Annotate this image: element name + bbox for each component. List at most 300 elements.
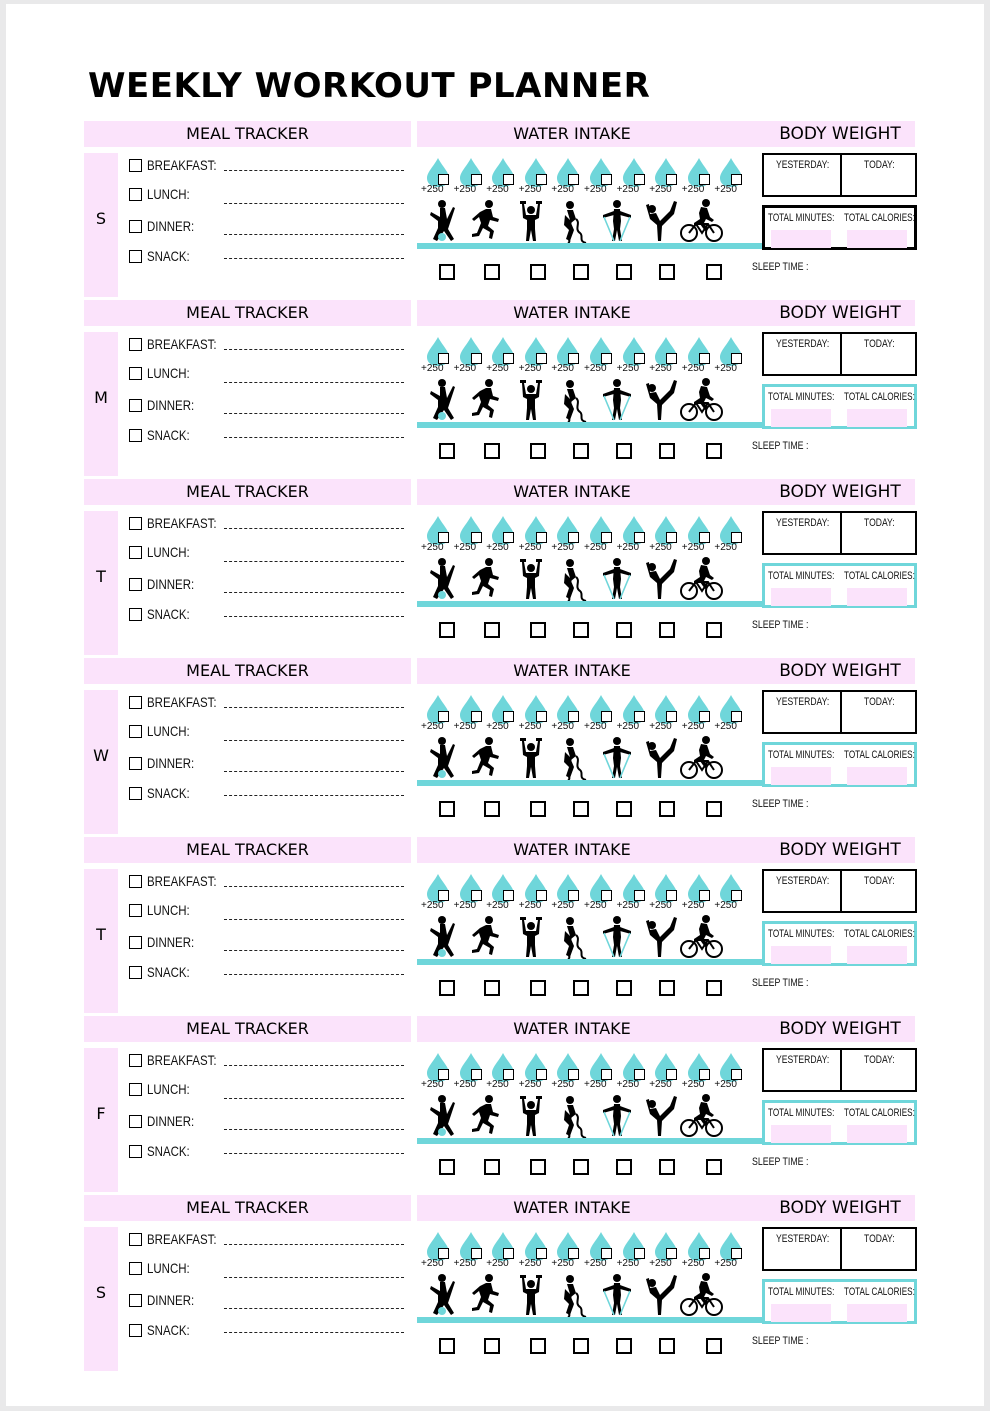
lunch-label: LUNCH: — [147, 365, 190, 381]
water-amount-label: +250 — [486, 1258, 509, 1269]
breakfast-row — [129, 694, 404, 716]
dinner-label: DINNER: — [147, 1113, 195, 1129]
totals-box — [762, 1279, 917, 1324]
breakfast-entry-line[interactable] — [224, 886, 404, 887]
snack-entry-line[interactable] — [224, 616, 404, 617]
water-drop[interactable] — [421, 873, 452, 913]
cycling-icon — [680, 736, 724, 785]
total-minutes-field[interactable] — [771, 230, 831, 248]
water-drop[interactable] — [649, 515, 680, 555]
total-minutes-label: TOTAL MINUTES: — [768, 928, 835, 940]
exercise-checkbox-cycling[interactable] — [706, 1159, 722, 1175]
water-drop[interactable] — [518, 336, 550, 376]
water-drop[interactable] — [551, 694, 582, 734]
water-drop[interactable] — [421, 515, 452, 555]
breakfast-entry-line[interactable] — [224, 1065, 404, 1066]
snack-checkbox[interactable] — [129, 787, 142, 800]
water-drop[interactable] — [518, 157, 550, 197]
water-drop[interactable] — [486, 1231, 517, 1271]
water-drop[interactable] — [681, 1231, 713, 1271]
snack-label: SNACK: — [147, 248, 190, 264]
exercise-checkbox-battle-ropes[interactable] — [573, 801, 589, 817]
water-drop[interactable] — [551, 1052, 582, 1092]
total-minutes-label: TOTAL MINUTES: — [768, 570, 835, 582]
total-calories-field[interactable] — [847, 230, 907, 248]
exercise-checkbox-battle-ropes[interactable] — [573, 622, 589, 638]
running-icon — [468, 1273, 502, 1322]
water-drop[interactable] — [714, 515, 745, 555]
exercise-checkbox-yoga-dancer-pose[interactable] — [659, 801, 675, 817]
water-amount-label: +250 — [551, 542, 574, 553]
lunch-row — [129, 365, 404, 387]
lunch-label: LUNCH: — [147, 186, 190, 202]
exercise-checkbox-yoga-dancer-pose[interactable] — [659, 1159, 675, 1175]
exercise-checkbox-yoga-dancer-pose[interactable] — [659, 1338, 675, 1354]
water-drop[interactable] — [421, 336, 452, 376]
snack-entry-line[interactable] — [224, 437, 404, 438]
water-drop[interactable] — [714, 157, 745, 197]
exercise-checkbox-kettlebell-squat[interactable] — [439, 443, 455, 459]
water-drop[interactable] — [518, 1052, 550, 1092]
water-drop[interactable] — [616, 336, 648, 376]
breakfast-checkbox[interactable] — [129, 1233, 142, 1246]
exercise-checkbox-resistance-band[interactable] — [616, 801, 632, 817]
water-drop[interactable] — [584, 1052, 615, 1092]
battle-ropes-icon — [556, 199, 590, 248]
breakfast-row — [129, 873, 404, 895]
snack-label: SNACK: — [147, 964, 190, 980]
dinner-checkbox[interactable] — [129, 1294, 142, 1307]
water-drop[interactable] — [584, 694, 615, 734]
snack-checkbox[interactable] — [129, 429, 142, 442]
water-amount-label: +250 — [714, 184, 737, 195]
exercise-checkbox-resistance-band[interactable] — [616, 1338, 632, 1354]
snack-entry-line[interactable] — [224, 974, 404, 975]
water-drop[interactable] — [649, 1052, 680, 1092]
water-drop[interactable] — [486, 515, 517, 555]
day-letter: T — [96, 925, 106, 944]
water-drop[interactable] — [584, 515, 615, 555]
weight-divider — [840, 1229, 842, 1269]
exercise-checkbox-resistance-band[interactable] — [616, 1159, 632, 1175]
exercise-checkbox-cycling[interactable] — [706, 801, 722, 817]
water-intake-header: WATER INTAKE — [513, 303, 631, 322]
exercise-checkbox-dumbbell-press[interactable] — [530, 1159, 546, 1175]
water-drop[interactable] — [453, 157, 485, 197]
water-drop[interactable] — [616, 157, 648, 197]
breakfast-checkbox[interactable] — [129, 696, 142, 709]
total-calories-label: TOTAL CALORIES: — [844, 1107, 915, 1119]
dinner-entry-line[interactable] — [224, 950, 404, 951]
lunch-checkbox[interactable] — [129, 546, 142, 559]
day-section-6 — [84, 1016, 916, 1195]
exercise-checkbox-running[interactable] — [484, 264, 500, 280]
water-drop[interactable] — [681, 873, 713, 913]
total-minutes-label: TOTAL MINUTES: — [768, 749, 835, 761]
exercise-checkbox-battle-ropes[interactable] — [573, 264, 589, 280]
water-drop[interactable] — [453, 1231, 485, 1271]
water-amount-label: +250 — [551, 1258, 574, 1269]
water-amount-label: +250 — [681, 184, 705, 195]
total-calories-field[interactable] — [847, 409, 907, 427]
total-minutes-field[interactable] — [771, 1304, 831, 1322]
totals-box — [762, 742, 917, 787]
water-amount-label: +250 — [616, 184, 640, 195]
lunch-entry-line[interactable] — [224, 382, 404, 383]
lunch-entry-line[interactable] — [224, 561, 404, 562]
water-amount-label: +250 — [584, 1258, 607, 1269]
total-calories-field[interactable] — [847, 588, 907, 606]
water-drop[interactable] — [551, 515, 582, 555]
snack-checkbox[interactable] — [129, 1324, 142, 1337]
exercise-checkbox-yoga-dancer-pose[interactable] — [659, 622, 675, 638]
water-drop[interactable] — [681, 157, 713, 197]
lunch-checkbox[interactable] — [129, 725, 142, 738]
total-calories-field[interactable] — [847, 1304, 907, 1322]
exercise-checkbox-running[interactable] — [484, 1159, 500, 1175]
water-amount-label: +250 — [649, 1258, 672, 1269]
snack-entry-line[interactable] — [224, 258, 404, 259]
water-drop[interactable] — [714, 694, 745, 734]
water-amount-label: +250 — [551, 363, 574, 374]
resistance-band-icon — [600, 1094, 634, 1143]
water-drop[interactable] — [421, 1052, 452, 1092]
exercise-checkbox-cycling[interactable] — [706, 622, 722, 638]
water-drop[interactable] — [681, 694, 713, 734]
water-drop[interactable] — [714, 1052, 745, 1092]
water-drops — [421, 1231, 749, 1273]
dinner-entry-line[interactable] — [224, 771, 404, 772]
dinner-checkbox[interactable] — [129, 1115, 142, 1128]
water-drop[interactable] — [453, 336, 485, 376]
water-drop[interactable] — [486, 873, 517, 913]
exercise-checkbox-dumbbell-press[interactable] — [530, 980, 546, 996]
water-drop[interactable] — [649, 873, 680, 913]
water-drop[interactable] — [421, 157, 452, 197]
exercise-checkbox-battle-ropes[interactable] — [573, 1338, 589, 1354]
total-calories-field[interactable] — [847, 946, 907, 964]
dinner-entry-line[interactable] — [224, 1129, 404, 1130]
exercise-checkbox-battle-ropes[interactable] — [573, 443, 589, 459]
lunch-entry-line[interactable] — [224, 1098, 404, 1099]
snack-entry-line[interactable] — [224, 795, 404, 796]
breakfast-checkbox[interactable] — [129, 159, 142, 172]
lunch-checkbox[interactable] — [129, 904, 142, 917]
kettlebell-squat-icon — [424, 378, 458, 427]
water-drop[interactable] — [453, 1052, 485, 1092]
resistance-band-icon — [600, 378, 634, 427]
exercise-checkbox-running[interactable] — [484, 1338, 500, 1354]
dinner-row — [129, 755, 404, 777]
water-amount-label: +250 — [616, 721, 640, 732]
meal-tracker-header: MEAL TRACKER — [84, 121, 411, 147]
water-amount-label: +250 — [681, 1079, 705, 1090]
water-drop[interactable] — [486, 157, 517, 197]
exercise-checkbox-kettlebell-squat[interactable] — [439, 622, 455, 638]
snack-checkbox[interactable] — [129, 250, 142, 263]
lunch-label: LUNCH: — [147, 1081, 190, 1097]
dinner-entry-line[interactable] — [224, 413, 404, 414]
water-drop[interactable] — [551, 157, 582, 197]
total-minutes-label: TOTAL MINUTES: — [768, 391, 835, 403]
exercise-checkbox-cycling[interactable] — [706, 980, 722, 996]
exercise-checkbox-kettlebell-squat[interactable] — [439, 801, 455, 817]
day-letter: S — [95, 1283, 107, 1302]
water-drop[interactable] — [649, 694, 680, 734]
lunch-checkbox[interactable] — [129, 367, 142, 380]
breakfast-entry-line[interactable] — [224, 170, 404, 171]
exercise-checkbox-resistance-band[interactable] — [616, 980, 632, 996]
water-amount-label: +250 — [584, 542, 607, 553]
running-icon — [468, 736, 502, 785]
water-amount-label: +250 — [551, 900, 574, 911]
water-drop[interactable] — [453, 515, 485, 555]
total-minutes-field[interactable] — [771, 767, 831, 785]
water-drop[interactable] — [649, 1231, 680, 1271]
cycling-icon — [680, 915, 724, 964]
day-section-3 — [84, 479, 916, 658]
water-drop[interactable] — [453, 873, 485, 913]
water-amount-label: +250 — [584, 721, 607, 732]
exercise-checkbox-resistance-band[interactable] — [616, 264, 632, 280]
exercise-checkbox-kettlebell-squat[interactable] — [439, 1338, 455, 1354]
lunch-entry-line[interactable] — [224, 740, 404, 741]
water-drop[interactable] — [421, 1231, 452, 1271]
water-amount-label: +250 — [714, 1258, 737, 1269]
exercise-checkbox-kettlebell-squat[interactable] — [439, 980, 455, 996]
water-drop[interactable] — [616, 873, 648, 913]
breakfast-row — [129, 157, 404, 179]
water-drop[interactable] — [681, 1052, 713, 1092]
total-calories-field[interactable] — [847, 767, 907, 785]
exercise-checkbox-dumbbell-press[interactable] — [530, 622, 546, 638]
water-drop[interactable] — [486, 694, 517, 734]
water-amount-label: +250 — [518, 900, 542, 911]
breakfast-checkbox[interactable] — [129, 875, 142, 888]
body-weight-box — [762, 511, 917, 555]
exercise-checkbox-running[interactable] — [484, 980, 500, 996]
day-letter: M — [94, 388, 108, 407]
total-calories-field[interactable] — [847, 1125, 907, 1143]
yesterday-label: YESTERDAY: — [776, 1054, 830, 1066]
lunch-row — [129, 544, 404, 566]
exercise-checkbox-battle-ropes[interactable] — [573, 1159, 589, 1175]
exercise-checkbox-dumbbell-press[interactable] — [530, 443, 546, 459]
water-amount-label: +250 — [518, 1079, 542, 1090]
snack-checkbox[interactable] — [129, 966, 142, 979]
lunch-checkbox[interactable] — [129, 188, 142, 201]
water-drop[interactable] — [518, 1231, 550, 1271]
water-amount-label: +250 — [584, 184, 607, 195]
snack-row — [129, 427, 404, 449]
exercise-checkbox-cycling[interactable] — [706, 1338, 722, 1354]
dinner-label: DINNER: — [147, 397, 195, 413]
breakfast-label: BREAKFAST: — [147, 336, 217, 352]
breakfast-entry-line[interactable] — [224, 349, 404, 350]
totals-box — [762, 384, 917, 429]
exercise-checkbox-running[interactable] — [484, 622, 500, 638]
breakfast-entry-line[interactable] — [224, 1244, 404, 1245]
snack-entry-line[interactable] — [224, 1153, 404, 1154]
dinner-label: DINNER: — [147, 755, 195, 771]
exercise-checkbox-dumbbell-press[interactable] — [530, 1338, 546, 1354]
water-drop[interactable] — [551, 873, 582, 913]
exercise-checkbox-kettlebell-squat[interactable] — [439, 264, 455, 280]
dinner-entry-line[interactable] — [224, 592, 404, 593]
water-amount-label: +250 — [453, 363, 477, 374]
water-drop[interactable] — [584, 873, 615, 913]
water-amount-label: +250 — [584, 900, 607, 911]
total-minutes-field[interactable] — [771, 588, 831, 606]
water-drop[interactable] — [649, 336, 680, 376]
water-drop[interactable] — [616, 694, 648, 734]
sleep-time-label: SLEEP TIME : — [752, 1156, 809, 1168]
water-drop[interactable] — [584, 336, 615, 376]
lunch-entry-line[interactable] — [224, 1277, 404, 1278]
day-column — [84, 153, 118, 297]
kettlebell-squat-icon — [424, 736, 458, 785]
water-drop[interactable] — [551, 1231, 582, 1271]
water-amount-label: +250 — [616, 1258, 640, 1269]
breakfast-label: BREAKFAST: — [147, 873, 217, 889]
breakfast-label: BREAKFAST: — [147, 694, 217, 710]
water-drop[interactable] — [551, 336, 582, 376]
today-label: TODAY: — [864, 159, 895, 171]
water-drops — [421, 1052, 749, 1094]
water-drop[interactable] — [714, 873, 745, 913]
water-amount-label: +250 — [649, 363, 672, 374]
water-intake-header: WATER INTAKE — [513, 124, 631, 143]
meal-tracker-header: MEAL TRACKER — [84, 479, 411, 505]
exercise-icons — [424, 915, 744, 959]
water-drop[interactable] — [649, 157, 680, 197]
water-intake-header: WATER INTAKE — [513, 1198, 631, 1217]
body-weight-box — [762, 1227, 917, 1271]
dinner-row — [129, 397, 404, 419]
exercise-checkbox-battle-ropes[interactable] — [573, 980, 589, 996]
meal-tracker-header: MEAL TRACKER — [84, 1016, 411, 1042]
water-amount-label: +250 — [421, 542, 444, 553]
running-icon — [468, 199, 502, 248]
meal-tracker-header: MEAL TRACKER — [84, 658, 411, 684]
exercise-checkbox-yoga-dancer-pose[interactable] — [659, 443, 675, 459]
water-amount-label: +250 — [649, 900, 672, 911]
sleep-time-label: SLEEP TIME : — [752, 1335, 809, 1347]
water-drop[interactable] — [518, 515, 550, 555]
water-drop[interactable] — [518, 873, 550, 913]
dinner-checkbox[interactable] — [129, 936, 142, 949]
snack-checkbox[interactable] — [129, 1145, 142, 1158]
exercise-icons — [424, 199, 744, 243]
exercise-checkbox-cycling[interactable] — [706, 264, 722, 280]
water-drop[interactable] — [616, 1052, 648, 1092]
water-drop[interactable] — [453, 694, 485, 734]
water-drop[interactable] — [616, 515, 648, 555]
totals-box — [762, 921, 917, 966]
body-weight-header: BODY WEIGHT — [779, 1198, 901, 1218]
exercise-checkbox-dumbbell-press[interactable] — [530, 801, 546, 817]
lunch-checkbox[interactable] — [129, 1262, 142, 1275]
water-drop[interactable] — [681, 515, 713, 555]
exercise-checkbox-running[interactable] — [484, 443, 500, 459]
exercise-checkbox-yoga-dancer-pose[interactable] — [659, 264, 675, 280]
water-drop[interactable] — [518, 694, 550, 734]
dinner-checkbox[interactable] — [129, 757, 142, 770]
dinner-label: DINNER: — [147, 576, 195, 592]
exercise-checkbox-dumbbell-press[interactable] — [530, 264, 546, 280]
breakfast-entry-line[interactable] — [224, 528, 404, 529]
dinner-checkbox[interactable] — [129, 220, 142, 233]
dinner-label: DINNER: — [147, 1292, 195, 1308]
exercise-checkbox-resistance-band[interactable] — [616, 622, 632, 638]
dinner-row — [129, 218, 404, 240]
water-intake-header: WATER INTAKE — [513, 840, 631, 859]
water-drop[interactable] — [714, 336, 745, 376]
water-drop[interactable] — [584, 1231, 615, 1271]
lunch-row — [129, 1260, 404, 1282]
lunch-entry-line[interactable] — [224, 203, 404, 204]
exercise-checkbox-running[interactable] — [484, 801, 500, 817]
lunch-entry-line[interactable] — [224, 919, 404, 920]
breakfast-checkbox[interactable] — [129, 1054, 142, 1067]
water-drop[interactable] — [421, 694, 452, 734]
body-weight-header: BODY WEIGHT — [779, 124, 901, 144]
water-drop[interactable] — [681, 336, 713, 376]
meal-tracker-header: MEAL TRACKER — [84, 837, 411, 863]
dinner-checkbox[interactable] — [129, 399, 142, 412]
running-icon — [468, 378, 502, 427]
cycling-icon — [680, 1094, 724, 1143]
dinner-checkbox[interactable] — [129, 578, 142, 591]
lunch-checkbox[interactable] — [129, 1083, 142, 1096]
water-drop[interactable] — [584, 157, 615, 197]
total-minutes-label: TOTAL MINUTES: — [768, 1286, 835, 1298]
exercise-icons — [424, 557, 744, 601]
exercise-checkbox-kettlebell-squat[interactable] — [439, 1159, 455, 1175]
exercise-checkbox-resistance-band[interactable] — [616, 443, 632, 459]
water-amount-label: +250 — [421, 721, 444, 732]
water-drop[interactable] — [486, 336, 517, 376]
breakfast-checkbox[interactable] — [129, 517, 142, 530]
day-letter: F — [96, 1104, 106, 1123]
snack-label: SNACK: — [147, 1322, 190, 1338]
yesterday-label: YESTERDAY: — [776, 696, 830, 708]
dinner-entry-line[interactable] — [224, 1308, 404, 1309]
dinner-entry-line[interactable] — [224, 234, 404, 235]
breakfast-checkbox[interactable] — [129, 338, 142, 351]
water-drop[interactable] — [616, 1231, 648, 1271]
water-drop[interactable] — [714, 1231, 745, 1271]
exercise-checkbox-cycling[interactable] — [706, 443, 722, 459]
total-minutes-field[interactable] — [771, 1125, 831, 1143]
snack-entry-line[interactable] — [224, 1332, 404, 1333]
dinner-row — [129, 934, 404, 956]
breakfast-entry-line[interactable] — [224, 707, 404, 708]
water-amount-label: +250 — [421, 1258, 444, 1269]
exercise-checkbox-yoga-dancer-pose[interactable] — [659, 980, 675, 996]
water-drop[interactable] — [486, 1052, 517, 1092]
meal-tracker-header: MEAL TRACKER — [84, 1195, 411, 1221]
lunch-row — [129, 186, 404, 208]
dinner-label: DINNER: — [147, 218, 195, 234]
dumbbell-press-icon — [514, 1273, 548, 1322]
total-minutes-field[interactable] — [771, 946, 831, 964]
total-minutes-field[interactable] — [771, 409, 831, 427]
snack-checkbox[interactable] — [129, 608, 142, 621]
breakfast-row — [129, 336, 404, 358]
weight-divider — [840, 513, 842, 553]
water-amount-label: +250 — [518, 1258, 542, 1269]
